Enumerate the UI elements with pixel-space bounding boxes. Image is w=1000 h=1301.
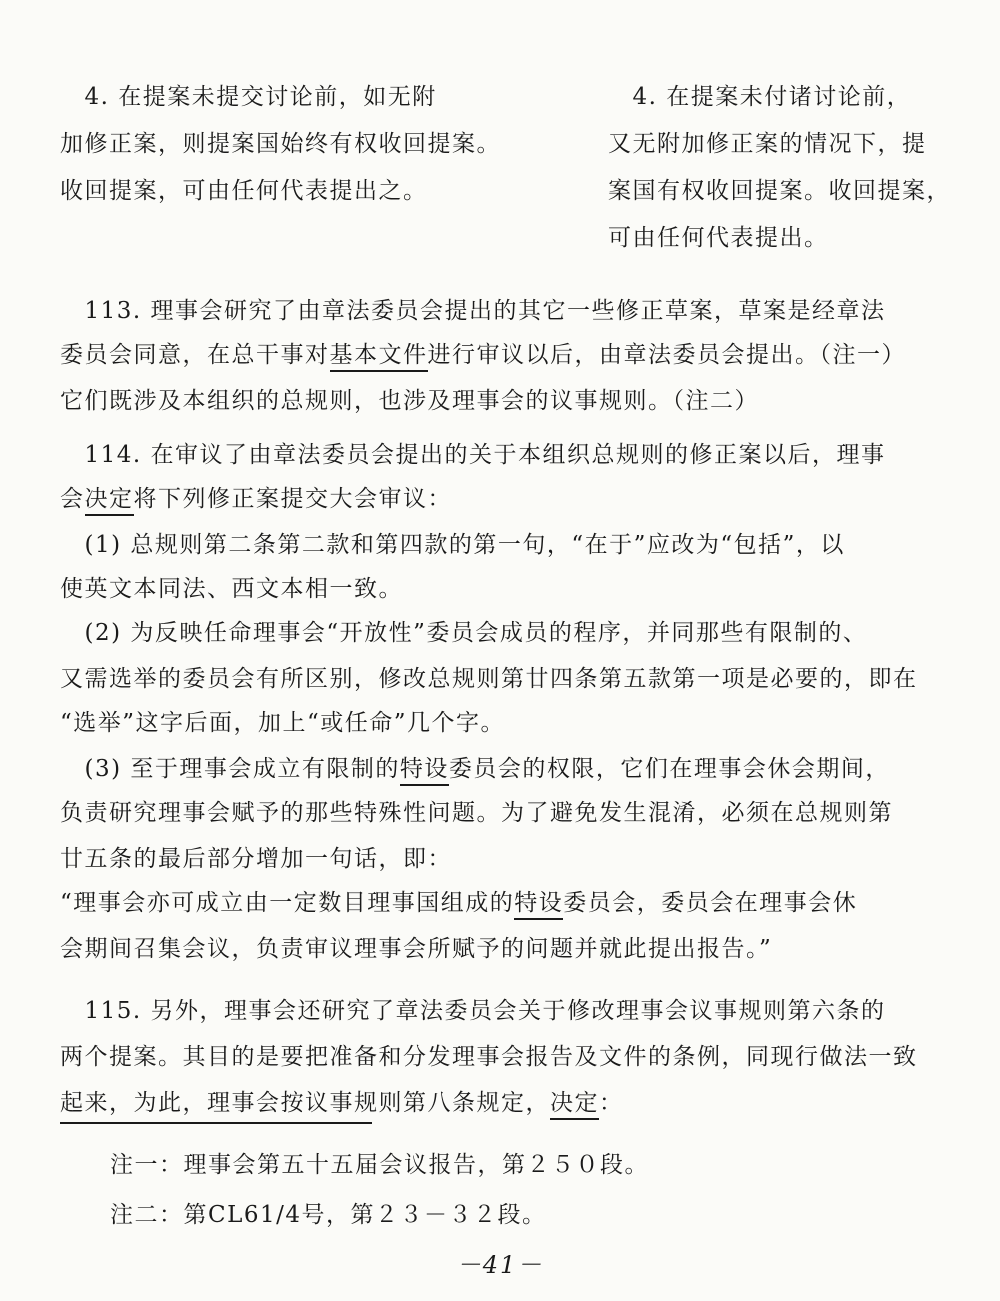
underlined-decided: 决定 (85, 486, 134, 516)
underlined-basic-documents: 基本文件 (330, 342, 428, 372)
p113-line-3: 它们既涉及本组织的总规则，也涉及理事会的议事规则。（注二） (60, 388, 759, 414)
p113-line-2 (60, 336, 906, 369)
item3-line-3: 廿五条的最后部分增加一句话，即： (60, 846, 452, 872)
quote-line-1-b: 委员会，委员会在理事会休 (563, 890, 858, 916)
p114-line-2-a: 会 (60, 486, 85, 512)
item1-line-1: (1) 总规则第二条第二款和第四款的第一句，“在于”应改为“包括”，以 (60, 532, 845, 558)
underlined-special: 特设 (400, 756, 449, 786)
item3-line-1-b: 委员会的权限，它们在理事会休会期间， (448, 756, 890, 782)
right-line-3: 案国有权收回提案。收回提案， (608, 178, 951, 204)
item3-line-1-a: (3) 至于理事会成立有限制的 (60, 756, 400, 782)
quote-line-1 (60, 884, 857, 917)
p114-line-2 (60, 480, 452, 513)
p113-line-2-a: 委员会同意，在总干事对 (60, 342, 330, 368)
quote-line-1-a: “理事会亦可成立由一定数目理事国组成的 (60, 890, 515, 916)
footnote-1: 注一：理事会第五十五届会议报告，第２５０段。 (110, 1152, 649, 1178)
item3-line-2: 负责研究理事会赋予的那些特殊性问题。为了避免发生混淆，必须在总规则第 (60, 800, 893, 826)
underlined-decided-2: 决定 (550, 1090, 599, 1120)
item2-line-2: 又需选举的委员会有所区别，修改总规则第廿四条第五款第一项是必要的，即在 (60, 666, 918, 692)
left-line-3: 收回提案，可由任何代表提出之。 (60, 178, 428, 204)
p115-line-3-a: 起来，为此，理事会按议事规则第八条规定， (60, 1090, 550, 1116)
left-line-2: 加修正案，则提案国始终有权收回提案。 (60, 131, 501, 157)
page-number: －41－ (456, 1251, 544, 1279)
item3-line-1 (60, 750, 890, 783)
right-line-1: 4. 在提案未付诸讨论前， (608, 84, 912, 110)
quote-line-2: 会期间召集会议，负责审议理事会所赋予的问题并就此提出报告。” (60, 936, 773, 962)
footnote-divider (60, 1122, 372, 1124)
underlined-special-2: 特设 (514, 890, 563, 920)
right-column (608, 74, 958, 262)
p114-line-1: 114. 在审议了由章法委员会提出的关于本组织总规则的修正案以后，理事 (60, 442, 886, 468)
right-line-2: 又无附加修正案的情况下，提 (608, 131, 927, 157)
p115-line-1: 115. 另外，理事会还研究了章法委员会关于修改理事会议事规则第六条的 (60, 998, 886, 1024)
right-line-4: 可由任何代表提出。 (608, 225, 829, 251)
p113-line-1: 113. 理事会研究了由章法委员会提出的其它一些修正草案，草案是经章法 (60, 298, 886, 324)
p115-line-3 (60, 1084, 624, 1117)
left-column (60, 74, 510, 215)
left-line-1: 4. 在提案未提交讨论前，如无附 (60, 84, 437, 110)
p114-line-2-b: 将下列修正案提交大会审议： (133, 486, 452, 512)
p115-line-3-b: ： (599, 1090, 624, 1116)
p113-line-2-b: 进行审议以后，由章法委员会提出。（注一） (427, 342, 906, 368)
footnote-2: 注二：第CL61/4号，第２３－３２段。 (110, 1202, 547, 1228)
p115-line-2: 两个提案。其目的是要把准备和分发理事会报告及文件的条例，同现行做法一致 (60, 1044, 918, 1070)
footnotes (110, 1140, 649, 1240)
item2-line-1: (2) 为反映任命理事会“开放性”委员会成员的程序，并同那些有限制的、 (60, 620, 868, 646)
item2-line-3: “选举”这字后面，加上“或任命”几个字。 (60, 710, 506, 736)
item1-line-2: 使英文本同法、西文本相一致。 (60, 576, 403, 602)
